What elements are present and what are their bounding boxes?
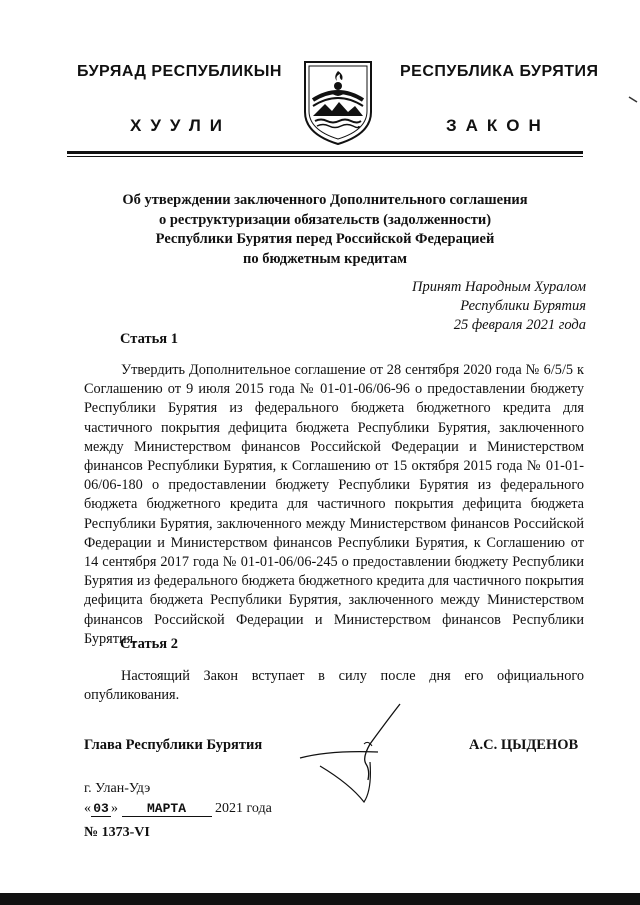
signatory-title: Глава Республики Бурятия <box>84 737 263 753</box>
date-day: 03 <box>91 801 111 817</box>
header-right-name: РЕСПУБЛИКА БУРЯТИЯ <box>400 63 599 80</box>
article-2-heading: Статья 2 <box>120 636 178 652</box>
law-label-buryat: ХУУЛИ <box>130 116 231 135</box>
adoption-line: Принят Народным Хуралом <box>411 279 586 295</box>
date-quote-open: « <box>84 801 91 816</box>
title-line: Республики Бурятия перед Российской Федерацией <box>155 231 495 247</box>
adoption-date: 25 февраля 2021 года <box>453 317 586 333</box>
header-left-name: БУРЯАД РЕСПУБЛИКЫН <box>77 63 282 80</box>
title-line: Об утверждении заключенного Дополнительного соглашения <box>122 192 528 208</box>
law-number: № 1373-VI <box>84 825 150 840</box>
handwritten-signature-icon <box>290 700 420 810</box>
header-divider-thin <box>67 156 583 157</box>
title-line: о реструктуризации обязательств (задолженности) <box>158 211 492 228</box>
law-label-russian: ЗАКОН <box>446 116 550 135</box>
signing-date <box>84 801 272 817</box>
coat-of-arms-of-buryatia-icon <box>299 58 377 146</box>
date-year: 2021 года <box>215 801 272 816</box>
city: г. Улан-Удэ <box>84 781 151 796</box>
header-divider-thick <box>67 151 583 154</box>
scan-artifact <box>628 96 638 104</box>
title-line: по бюджетным кредитам <box>243 250 407 267</box>
date-quote-close: » <box>111 801 118 816</box>
adoption-note <box>412 278 586 335</box>
article-1-heading: Статья 1 <box>120 331 178 347</box>
adoption-line: Республики Бурятия <box>460 298 586 314</box>
law-title <box>60 191 590 269</box>
date-month: МАРТА <box>122 801 212 817</box>
signatory-name: А.С. ЦЫДЕНОВ <box>469 737 579 753</box>
article-2-text: Настоящий Закон вступает в силу после дня его официального опубликования. <box>84 668 584 704</box>
scan-bottom-edge <box>0 893 640 905</box>
article-1-text: Утвердить Дополнительное соглашение от 28 сентября 2020 года № 6/5/5 к Соглашению от 9 июля 2015 года № 01-01-06/06-96 о предоставлении бюджету Республики Бурятия из федерального бюджета бюджетного кредита для частичного покрытия дефицита бюджета Республики Бурятия, заключенного между Министерством финансов Российской Федерации и Министерством финансов Республики Бурятия, к Соглашению от 15 октября 2015 года № 01-01-06/06-180 о предоставлении бюджету Республики Бурятия из федерального бюджета бюджетного кредита для частичного покрытия дефицита бюджета Республики Бурятия, заключенного между Министерством финансов Российской Федерации и Министерством финансов Республики Бурятия, к Соглашению от 14 сентября 2017 года № 01-01-06/06-245 о предоставлении бюджету Республики Бурятия из федерального бюджета бюджетного кредита для частичного покрытия дефицита бюджета Республики Бурятия, заключенного между Министерством финансов Российской Федерации и Министерством финансов Республики Бурятия. <box>84 362 584 647</box>
